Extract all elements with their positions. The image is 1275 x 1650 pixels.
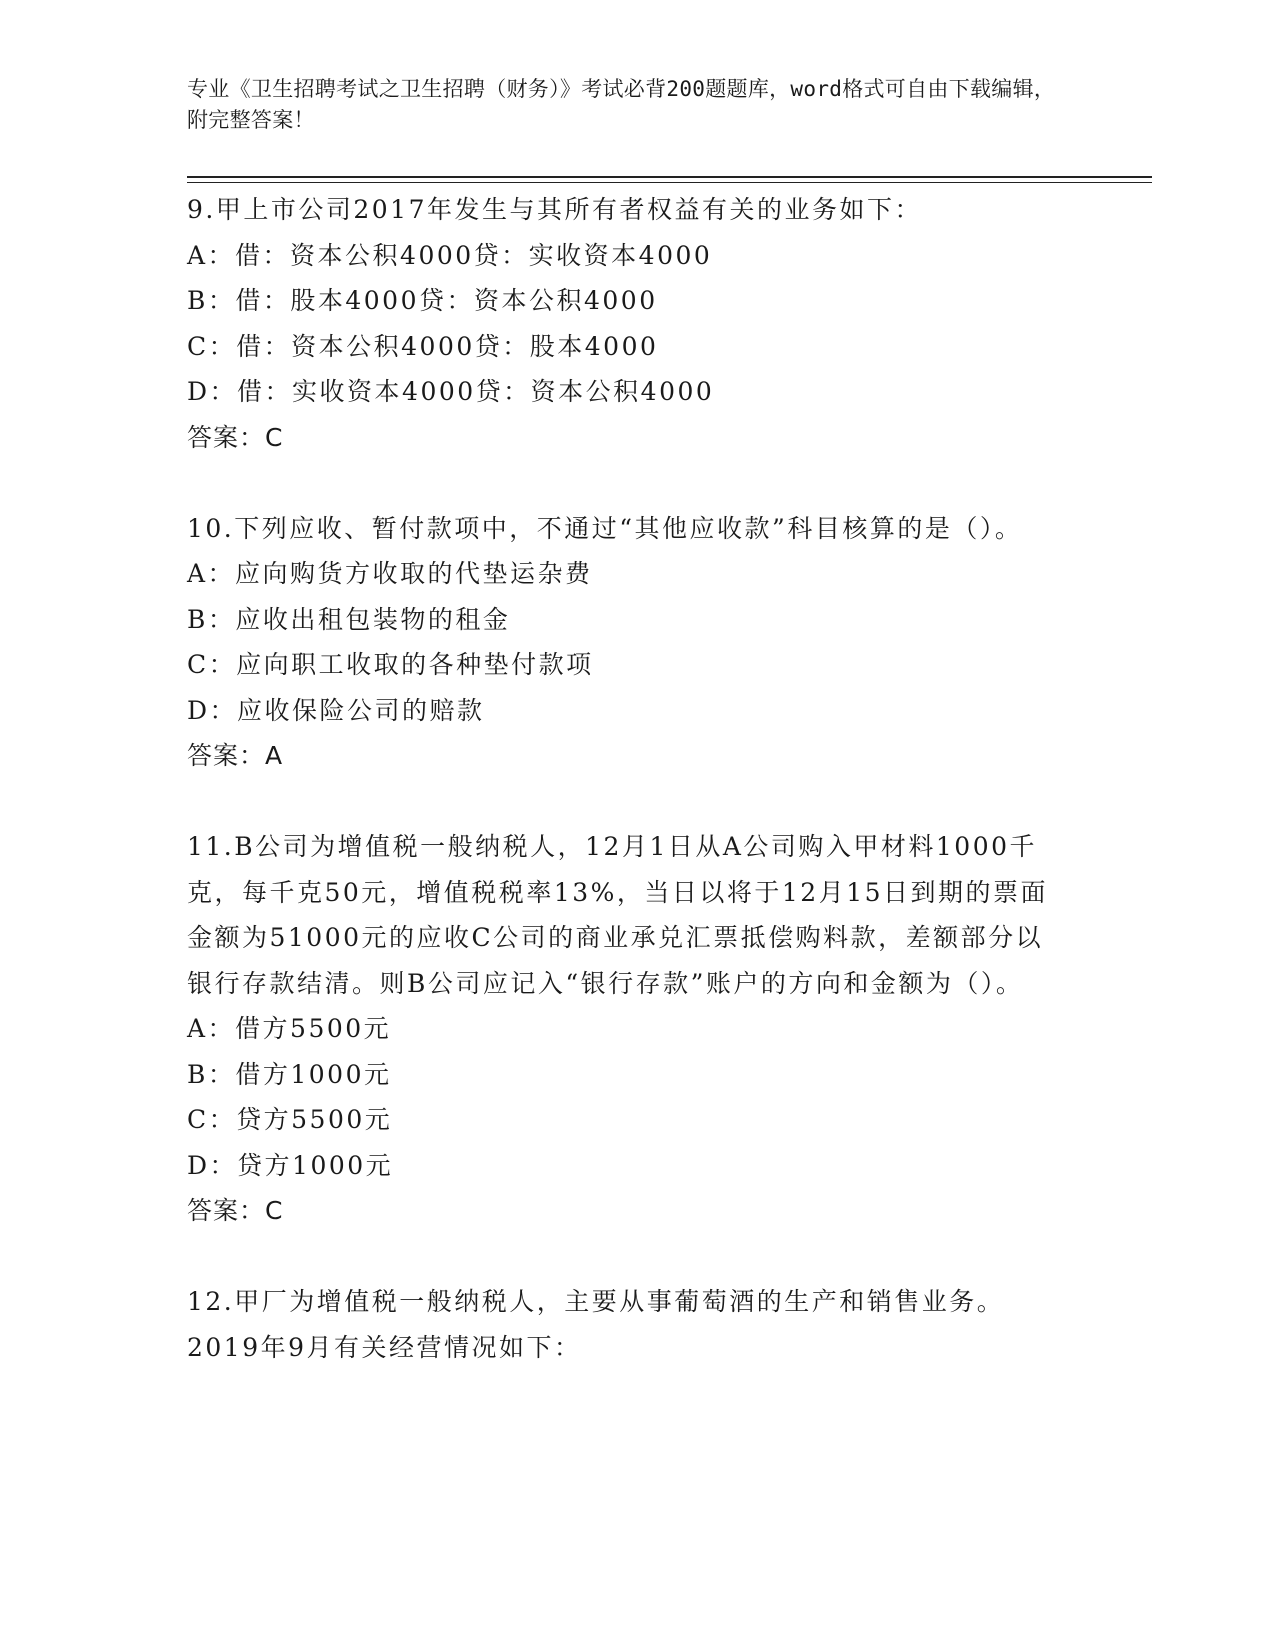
option-d: D：借：实收资本4000贷：资本公积4000 bbox=[187, 377, 715, 406]
option-c: C：应向职工收取的各种垫付款项 bbox=[187, 650, 594, 679]
question-10 bbox=[187, 506, 1067, 779]
header-divider-thick bbox=[187, 176, 1152, 178]
header-divider-thin bbox=[187, 182, 1152, 183]
question-stem: 9.甲上市公司2017年发生与其所有者权益有关的业务如下： bbox=[187, 195, 922, 224]
option-a: A：借方5500元 bbox=[187, 1014, 392, 1043]
question-stem: 12.甲厂为增值税一般纳税人，主要从事葡萄酒的生产和销售业务。2019年9月有关经营情况如下： bbox=[187, 1287, 1005, 1362]
question-stem: 10.下列应收、暂付款项中，不通过“其他应收款”科目核算的是（）。 bbox=[187, 513, 1023, 543]
option-c: C：贷方5500元 bbox=[187, 1105, 393, 1134]
answer: 答案：A bbox=[187, 741, 284, 770]
option-a: A：应向购货方收取的代垫运杂费 bbox=[187, 559, 593, 588]
question-9 bbox=[187, 187, 1067, 460]
question-list bbox=[187, 187, 1067, 1370]
answer: 答案：C bbox=[187, 422, 284, 452]
answer: 答案：C bbox=[187, 1196, 284, 1225]
question-12 bbox=[187, 1279, 1067, 1370]
option-d: D：贷方1000元 bbox=[187, 1150, 394, 1180]
question-11 bbox=[187, 824, 1067, 1234]
option-d: D：应收保险公司的赔款 bbox=[187, 695, 485, 725]
option-b: B：借：股本4000贷：资本公积4000 bbox=[187, 286, 658, 315]
document-header: 专业《卫生招聘考试之卫生招聘（财务）》考试必背200题题库，word格式可自由下载编辑，附完整答案！ bbox=[187, 77, 1056, 132]
option-a: A：借：资本公积4000贷：实收资本4000 bbox=[187, 240, 713, 270]
question-stem: 11.B公司为增值税一般纳税人，12月1日从A公司购入甲材料1000千克，每千克50元，增值税税率13%，当日以将于12月15日到期的票面金额为51000元的应收C公司的商业承兑汇票抵偿购料款，差额部分以银行存款结清。则B公司应记入“银行存款”账户的方向和金额为（）。 bbox=[187, 832, 1049, 998]
option-c: C：借：资本公积4000贷：股本4000 bbox=[187, 331, 659, 361]
option-b: B：借方1000元 bbox=[187, 1059, 392, 1089]
option-b: B：应收出租包装物的租金 bbox=[187, 604, 511, 634]
